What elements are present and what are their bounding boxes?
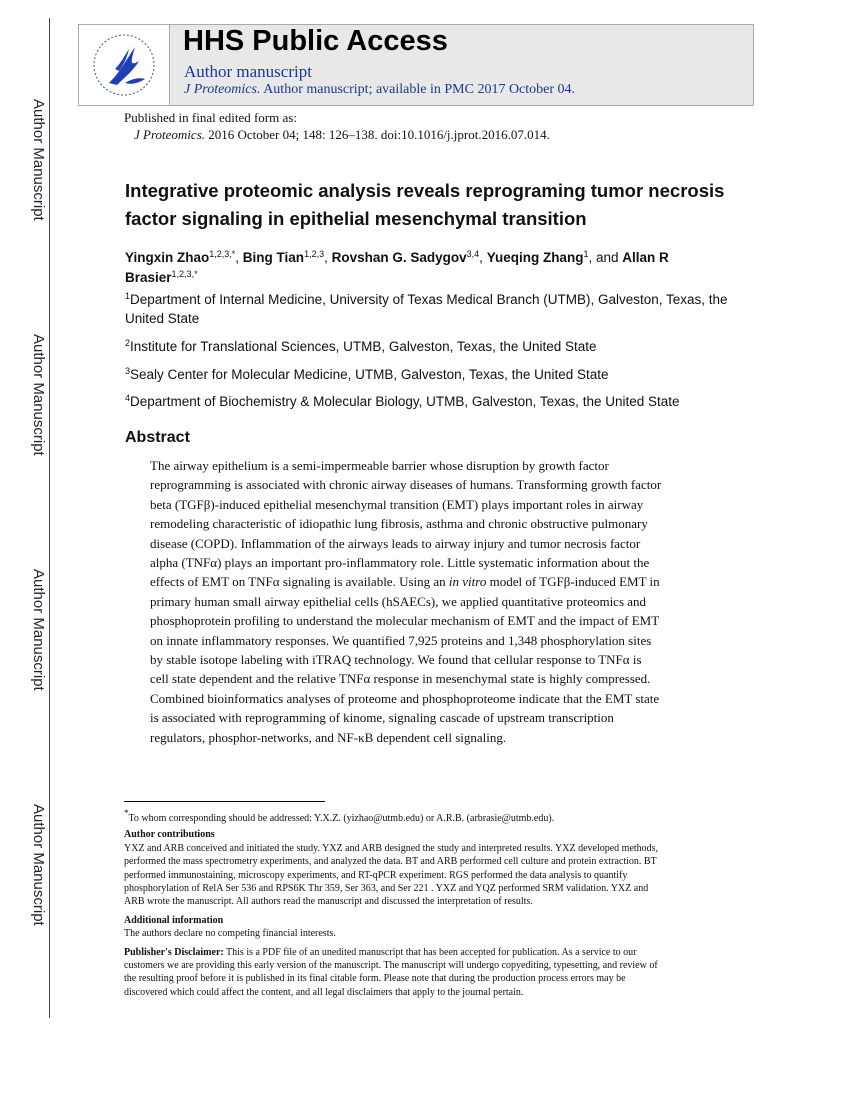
hhs-logo-icon [79, 25, 170, 105]
article-title: Integrative proteomic analysis reveals reprograming tumor necrosis factor signaling in epithelial mesenchymal transition [125, 180, 725, 229]
footnote-mark: * [124, 808, 129, 818]
author-separator: , [235, 250, 243, 265]
disclaimer-text: customers we are providing this early version of the manuscript. The manuscript will undergo copyediting, typesetting, and review of [124, 960, 658, 972]
contrib-line: YXZ and ARB conceived and initiated the study. YXZ and ARB designed the study and interpreted results. YXZ developed methods, [124, 842, 659, 854]
abstract-heading: Abstract [125, 429, 190, 446]
author-separator: , [324, 250, 332, 265]
abstract-line-text: on innate inflammatory responses. We quantified 7,925 proteins and 1,348 phosphorylation sites [150, 632, 652, 648]
disclaimer-label: Publisher's Disclaimer: [124, 946, 224, 958]
contrib-line: performed the mass spectrometry experiments, and analyzed the data. BT and ARB performed cell culture and protein extraction. BT [124, 856, 657, 868]
availability-line [184, 82, 575, 98]
author-name: Rovshan G. Sadygov [331, 250, 467, 265]
abstract-line-text: Combined bioinformatics analyses of proteome and phosphoproteome indicate that the EMT state [150, 690, 660, 706]
abstract-body [150, 456, 661, 747]
abstract-line [150, 592, 661, 611]
abstract-line-text: alpha (TNFα) plays an important pro-inflammatory role. Little systematic information about the [150, 555, 650, 571]
correspondence-text: To whom corresponding should be addressed: Y.X.Z. (yizhao@utmb.edu) or A.R.B. (arbrasie@utmb.edu). [128, 813, 555, 824]
abstract-line [150, 708, 661, 727]
author-name: Bing Tian [242, 250, 305, 265]
disclaimer-line [124, 959, 734, 972]
affiliation-text: Department of Internal Medicine, University of Texas Medical Branch (UTMB), Galveston, Texas, the United State [125, 292, 728, 326]
header-subtitle: Author manuscript [184, 62, 312, 81]
affiliation-mark: 3 [125, 366, 131, 376]
citation [134, 127, 550, 143]
author-separator: , [479, 250, 487, 265]
author-name: Allan R Brasier [125, 250, 669, 285]
abstract-line [150, 495, 661, 514]
abstract-line [150, 650, 661, 669]
disclaimer-text: discovered which could affect the content, and all legal disclaimers that apply to the journal pertain. [124, 986, 524, 998]
sidebar-label: Author Manuscript [30, 804, 47, 926]
citation-text: 2016 October 04; 148: 126–138. doi:10.1016/j.jprot.2016.07.014. [205, 127, 550, 142]
author-mark: 1 [583, 249, 589, 259]
abstract-line [150, 534, 661, 553]
header-title: HHS Public Access [183, 25, 448, 57]
abstract-line-text: beta (TGFβ)-induced epithelial mesenchymal transition (EMT) plays important roles in airway [150, 496, 644, 512]
contrib-line: phosphorylation of RelA Ser 536 and RPS6K Thr 359, Ser 363, and Ser 221 . YXZ and YQZ performed SRM validation. YXZ and [124, 883, 649, 895]
author-mark: 1,2,3,* [209, 249, 236, 259]
affiliation-mark: 1 [125, 291, 131, 301]
affiliation-mark: 2 [125, 338, 131, 348]
affiliation-mark: 4 [125, 393, 131, 403]
sidebar-divider [49, 18, 50, 1018]
author-name: Yingxin Zhao [125, 250, 210, 265]
contrib-heading: Author contributions [124, 829, 215, 841]
abstract-line-text: effects of EMT on TNFα signaling is available. Using an [150, 574, 449, 590]
affiliation-1 [125, 290, 735, 328]
disclaimer-line [124, 986, 734, 999]
affiliation-text: Department of Biochemistry & Molecular Biology, UTMB, Galveston, Texas, the United State [130, 394, 680, 409]
abstract-line-text: by stable isotope labeling with iTRAQ technology. We found that cellular response to TNFα is [150, 652, 642, 668]
abstract-line [150, 553, 661, 572]
footnote-divider [124, 801, 325, 802]
disclaimer-line [124, 946, 734, 959]
author-mark: 1,2,3 [304, 249, 325, 259]
abstract-line [150, 572, 661, 591]
additional-text: The authors declare no competing financial interests. [124, 928, 336, 940]
footnotes [124, 808, 734, 999]
abstract-line-text: phosphoprotein profiling to understand the molecular mechanism of EMT and the impact of EMT [150, 613, 660, 629]
sidebar-label: Author Manuscript [30, 569, 47, 691]
abstract-line [150, 728, 661, 747]
abstract-line [150, 475, 661, 494]
correspondence-note [124, 808, 734, 825]
affiliation-text: Sealy Center for Molecular Medicine, UTMB, Galveston, Texas, the United State [130, 367, 609, 382]
author-mark: 3,4 [466, 249, 480, 259]
abstract-line-text: reprogramming is associated with chronic airway diseases of humans. Transforming growth factor [150, 477, 662, 493]
affiliation-text: Institute for Translational Sciences, UTMB, Galveston, Texas, the United State [130, 339, 597, 354]
abstract-line [150, 631, 661, 650]
journal-name: J Proteomics. [184, 82, 261, 97]
abstract-line [150, 514, 661, 533]
availability-text: Author manuscript; available in PMC 2017 October 04. [260, 82, 576, 97]
abstract-line-text: model of TGFβ-induced EMT in [486, 574, 660, 590]
contrib-line: performed immunostaining, microscopy experiments, and RT-qPCR experiment. RGS performed the data analysis to quantify [124, 869, 628, 881]
author-mark: 1,2,3,* [171, 269, 198, 279]
hhs-header [78, 24, 754, 106]
citation-journal: J Proteomics. [134, 127, 205, 142]
publisher-disclaimer [124, 946, 734, 1000]
abstract-line [150, 689, 661, 708]
sidebar-label: Author Manuscript [30, 99, 47, 221]
contrib-text [124, 842, 734, 909]
affiliation-2 [125, 337, 735, 356]
abstract-italic: in vitro [448, 574, 487, 590]
abstract-line-text: cell state dependent and the relative TNFα response in mesenchymal state is highly compressed. [150, 671, 651, 687]
abstract-line [150, 669, 661, 688]
author-list [125, 248, 725, 288]
additional-heading: Additional information [124, 914, 224, 926]
abstract-line [150, 456, 661, 475]
published-label: Published in final edited form as: [124, 110, 297, 125]
contrib-line: ARB wrote the manuscript. All authors read the manuscript and discussed the interpretation of results. [124, 896, 533, 908]
disclaimer-text: This is a PDF file of an unedited manuscript that has been accepted for publication. As a service to our [223, 946, 637, 958]
abstract-line-text: disease (COPD). Inflammation of the airways leads to airway injury and tumor necrosis factor [150, 535, 641, 551]
affiliation-3 [125, 365, 735, 384]
disclaimer-line [124, 972, 734, 985]
abstract-line-text: regulators, phosphor-networks, and NF-κB dependent cell signaling. [150, 729, 507, 745]
author-name: Yueqing Zhang [486, 250, 584, 265]
disclaimer-text: the resulting proof before it is published in its final citable form. Please note that during the production process errors may be [124, 973, 626, 985]
abstract-line-text: remodeling characteristic of idiopathic lung fibrosis, asthma and chronic obstructive pulmonary [150, 516, 648, 532]
affiliation-4 [125, 392, 735, 411]
author-separator: , and [588, 250, 623, 265]
abstract-line [150, 611, 661, 630]
abstract-line-text: The airway epithelium is a semi-impermeable barrier whose disruption by growth factor [150, 458, 609, 473]
abstract-line-text: primary human small airway epithelial cells (hSAECs), we applied quantitative proteomics and [150, 593, 647, 609]
sidebar-label: Author Manuscript [30, 334, 47, 456]
abstract-line-text: is associated with reprogramming of kinome, signaling cascade of upstream transcription [150, 710, 614, 726]
